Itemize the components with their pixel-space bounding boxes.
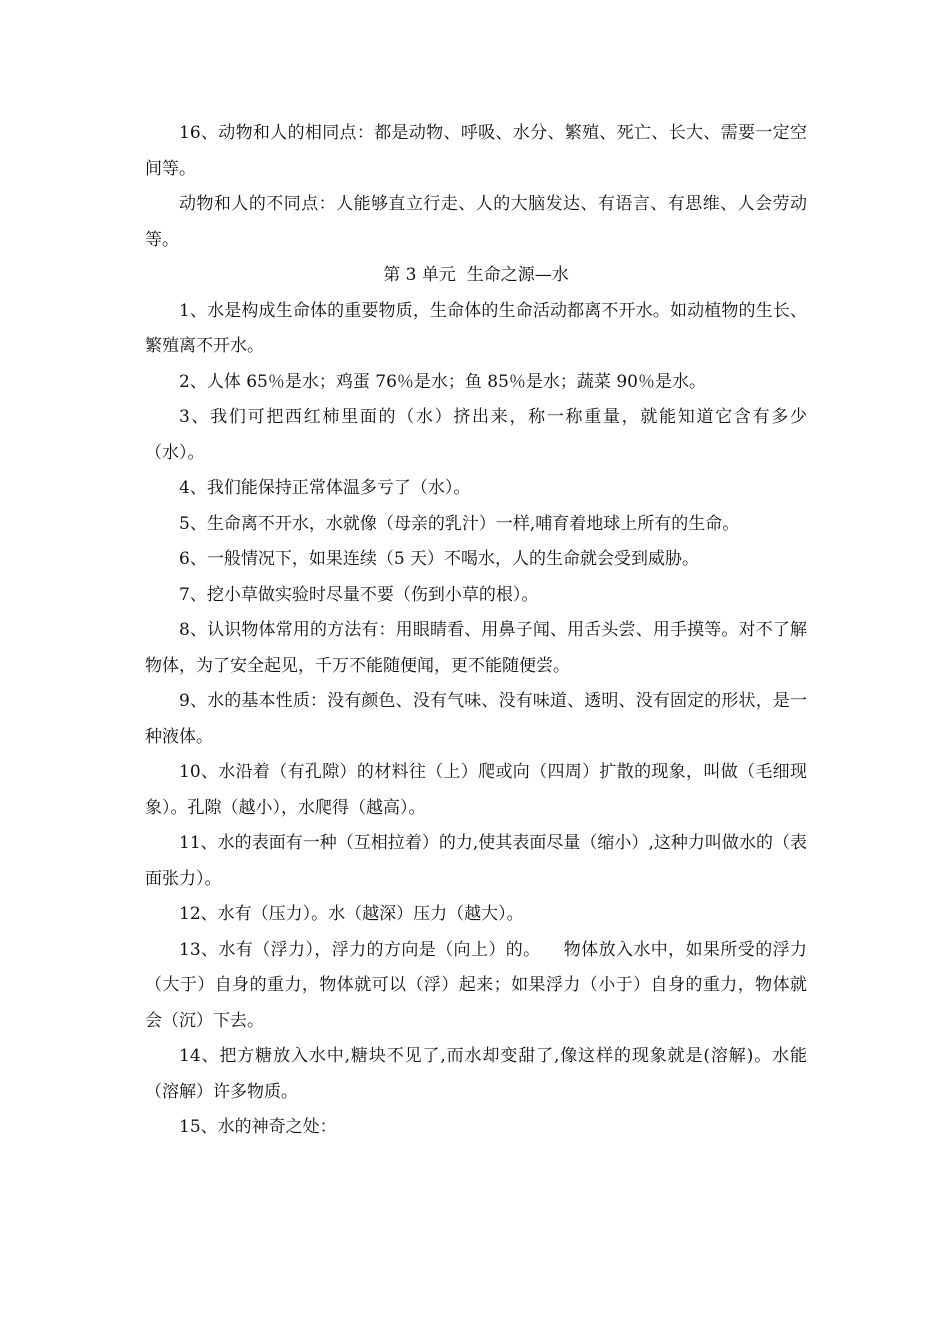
paragraph-11: 11、水的表面有一种（互相拉着）的力,使其表面尽量（缩小）,这种力叫做水的（表面张力）。 xyxy=(145,833,807,889)
paragraph-6: 6、一般情况下，如果连续（5 天）不喝水，人的生命就会受到威胁。 xyxy=(179,549,700,569)
paragraph-10: 10、水沿着（有孔隙）的材料往（上）爬或向（四周）扩散的现象，叫做（毛细现象）。孔隙（越小），水爬得（越高）。 xyxy=(145,762,807,818)
paragraph-9: 9、水的基本性质：没有颜色、没有气味、没有味道、透明、没有固定的形状，是一种液体。 xyxy=(145,691,807,747)
paragraph-3: 3、我们可把西红柿里面的（水）挤出来，称一称重量，就能知道它含有多少（水）。 xyxy=(145,407,807,463)
paragraph-1: 1、水是构成生命体的重要物质，生命体的生命活动都离不开水。如动植物的生长、繁殖离不开水。 xyxy=(145,300,807,356)
paragraph-14: 14、把方糖放入水中,糖块不见了,而水却变甜了,像这样的现象就是(溶解)。水能（溶解）许多物质。 xyxy=(145,1046,807,1102)
paragraph-4: 4、我们能保持正常体温多亏了（水）。 xyxy=(179,478,471,498)
paragraph-16-similarities: 16、动物和人的相同点：都是动物、呼吸、水分、繁殖、死亡、长大、需要一定空间等。 xyxy=(145,123,807,179)
document-body xyxy=(145,116,807,1146)
paragraph-7: 7、挖小草做实验时尽量不要（伤到小草的根）。 xyxy=(179,584,539,605)
paragraph-12: 12、水有（压力）。水（越深）压力（越大）。 xyxy=(179,904,524,924)
paragraph-5: 5、生命离不开水，水就像（母亲的乳汁）一样,哺育着地球上所有的生命。 xyxy=(179,513,740,534)
paragraph-13: 13、水有（浮力），浮力的方向是（向上）的。 物体放入水中，如果所受的浮力（大于）自身的重力，物体就可以（浮）起来；如果浮力（小于）自身的重力，物体就会（沉）下去。 xyxy=(145,939,807,1031)
unit-heading: 第 3 单元 生命之源—水 xyxy=(383,265,569,285)
paragraph-8: 8、认识物体常用的方法有：用眼睛看、用鼻子闻、用舌头尝、用手摸等。对不了解物体，为了安全起见，千万不能随便闻，更不能随便尝。 xyxy=(145,620,807,676)
paragraph-15: 15、水的神奇之处： xyxy=(179,1117,337,1137)
paragraph-2: 2、人体 65％是水；鸡蛋 76％是水；鱼 85％是水；蔬菜 90％是水。 xyxy=(179,371,706,392)
paragraph-differences: 动物和人的不同点：人能够直立行走、人的大脑发达、有语言、有思维、人会劳动等。 xyxy=(145,194,807,250)
